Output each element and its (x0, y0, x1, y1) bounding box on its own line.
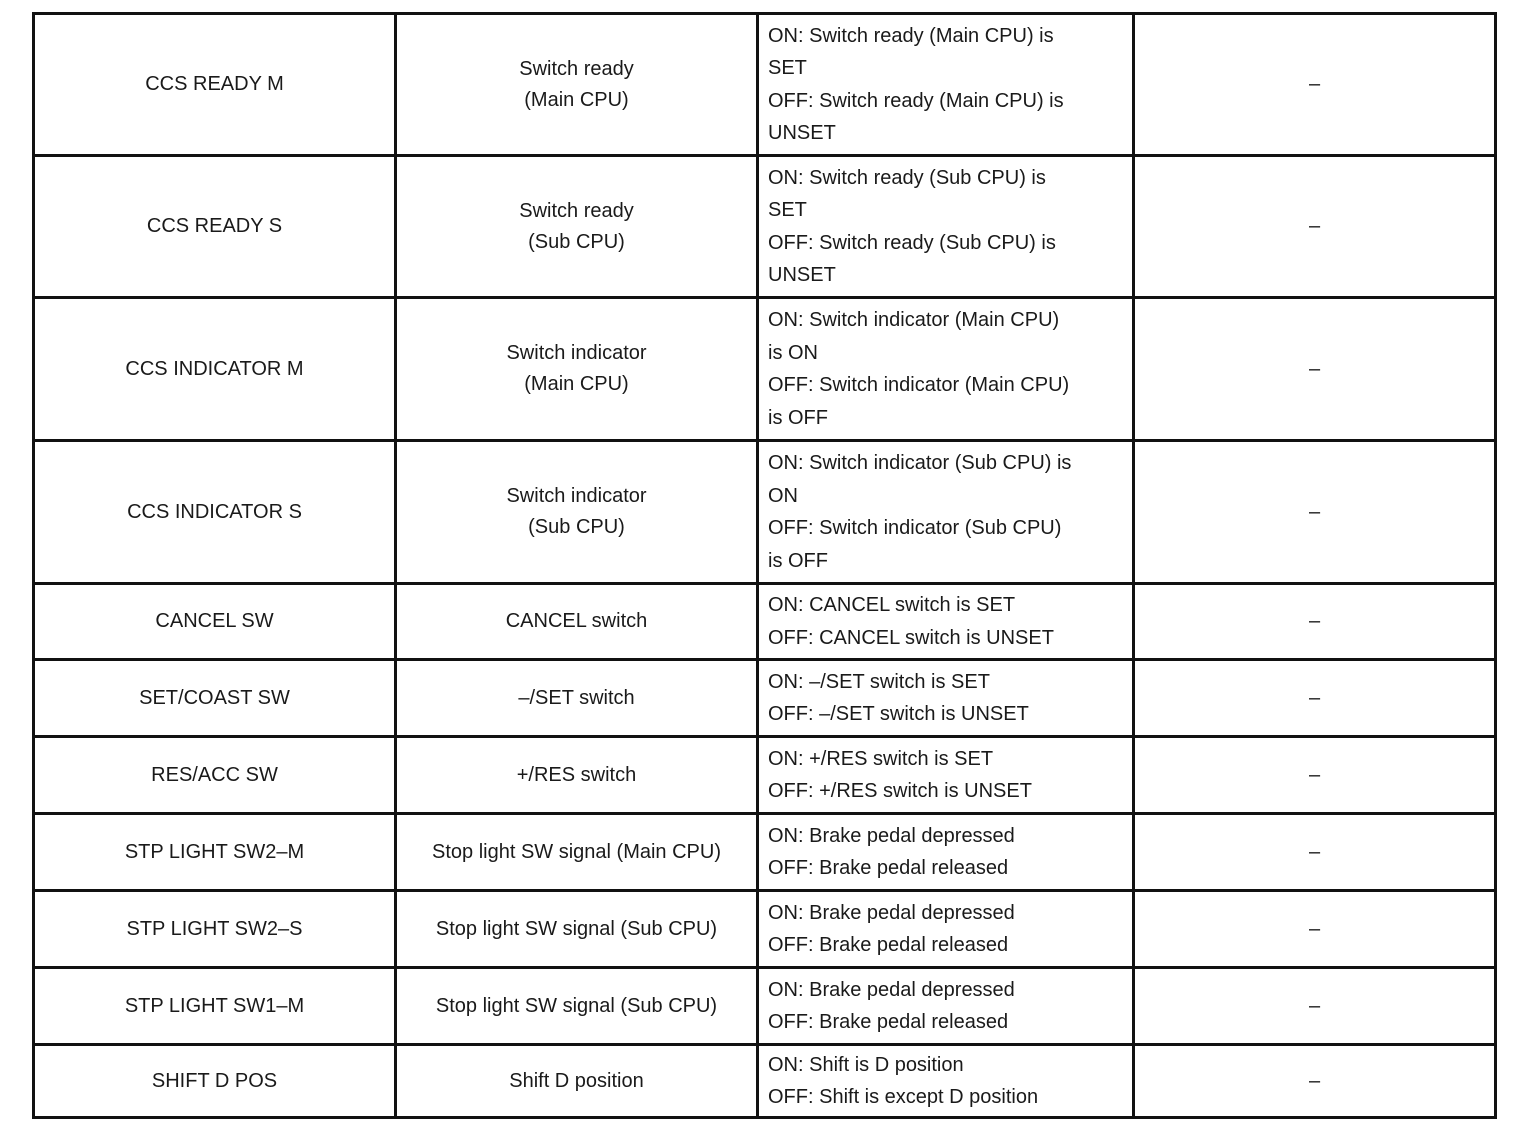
condition-line: is OFF (768, 406, 828, 429)
condition-line: ON: Brake pedal depressed (768, 824, 1015, 847)
description-cell (396, 968, 758, 1045)
description-line: CANCEL switch (505, 610, 648, 632)
condition-cell (758, 737, 1134, 814)
condition-line: ON: Switch indicator (Sub CPU) is (768, 452, 1072, 474)
value-cell: – (1134, 814, 1496, 891)
condition-cell (758, 584, 1134, 660)
condition-line: ON: –/SET switch is SET (768, 670, 990, 693)
description-line: Switch ready (519, 57, 634, 80)
value-cell: – (1134, 968, 1496, 1045)
condition-line: OFF: CANCEL switch is UNSET (768, 626, 1054, 649)
condition-line: ON: +/RES switch is SET (768, 747, 994, 770)
condition-line: is ON (768, 341, 818, 364)
value-cell: – (1134, 584, 1496, 660)
condition-line: OFF: Switch ready (Sub CPU) is (768, 231, 1056, 254)
description-cell (396, 660, 758, 737)
value-cell: – (1134, 298, 1496, 441)
description-cell (396, 737, 758, 814)
value-cell: – (1134, 441, 1496, 584)
condition-cell (758, 156, 1134, 298)
value-cell: – (1134, 14, 1496, 156)
condition-line: OFF: Switch indicator (Sub CPU) (768, 517, 1062, 539)
description-cell (396, 1045, 758, 1118)
condition-cell (758, 814, 1134, 891)
table-row (34, 891, 1496, 968)
condition-line: ON: Switch ready (Main CPU) is (768, 24, 1054, 47)
table-row (34, 441, 1496, 584)
condition-line: ON: CANCEL switch is SET (768, 594, 1016, 616)
condition-line: OFF: Brake pedal released (768, 857, 1009, 879)
condition-line: ON: Switch ready (Sub CPU) is (768, 166, 1046, 189)
table-row (34, 660, 1496, 737)
description-cell (396, 891, 758, 968)
item-name-cell: CCS READY S (34, 156, 396, 298)
description-line: Stop light SW signal (Sub CPU) (435, 917, 718, 940)
condition-line: ON: Brake pedal depressed (768, 901, 1015, 924)
item-name-cell: STP LIGHT SW2–M (34, 814, 396, 891)
description-cell (396, 814, 758, 891)
description-cell (396, 441, 758, 584)
description-line: Switch indicator (506, 342, 647, 364)
item-name-cell: STP LIGHT SW2–S (34, 891, 396, 968)
description-line: –/SET switch (518, 686, 635, 709)
condition-line: UNSET (768, 122, 836, 144)
condition-line: UNSET (768, 264, 836, 286)
condition-cell (758, 14, 1134, 156)
description-line: (Sub CPU) (528, 230, 625, 253)
condition-cell (758, 298, 1134, 441)
table-row (34, 814, 1496, 891)
description-line: Stop light SW signal (Main CPU) (432, 840, 721, 863)
item-name-cell: CCS INDICATOR S (34, 441, 396, 584)
condition-cell (758, 891, 1134, 968)
item-name-cell: RES/ACC SW (34, 737, 396, 814)
table-body (34, 14, 1496, 1118)
description-line: (Sub CPU) (528, 516, 625, 538)
description-line: (Main CPU) (524, 88, 629, 111)
item-name-cell: STP LIGHT SW1–M (34, 968, 396, 1045)
description-cell (396, 584, 758, 660)
condition-cell (758, 441, 1134, 584)
table-row (34, 298, 1496, 441)
condition-line: OFF: Brake pedal released (768, 1011, 1009, 1033)
condition-line: OFF: –/SET switch is UNSET (768, 703, 1029, 725)
value-cell: – (1134, 1045, 1496, 1118)
description-line: Switch ready (519, 199, 634, 222)
condition-line: OFF: Switch indicator (Main CPU) (768, 374, 1070, 396)
condition-line: OFF: Switch ready (Main CPU) is (768, 89, 1064, 112)
description-cell (396, 156, 758, 298)
description-line: Stop light SW signal (Sub CPU) (435, 994, 718, 1017)
table-row (34, 14, 1496, 156)
condition-line: ON: Switch indicator (Main CPU) (768, 309, 1060, 331)
item-name-cell: SET/COAST SW (34, 660, 396, 737)
data-list-table (32, 12, 1497, 1119)
description-cell (396, 14, 758, 156)
description-cell (396, 298, 758, 441)
table-row (34, 156, 1496, 298)
condition-line: ON: Shift is D position (768, 1053, 964, 1076)
item-name-cell: CCS READY M (34, 14, 396, 156)
description-line: (Main CPU) (524, 373, 629, 395)
condition-line: SET (768, 57, 807, 79)
condition-line: ON: Brake pedal depressed (768, 978, 1015, 1001)
value-cell: – (1134, 660, 1496, 737)
condition-line: SET (768, 199, 807, 221)
condition-line: OFF: +/RES switch is UNSET (768, 780, 1032, 802)
condition-line: is OFF (768, 549, 828, 572)
value-cell: – (1134, 891, 1496, 968)
table-row (34, 737, 1496, 814)
condition-cell (758, 660, 1134, 737)
value-cell: – (1134, 156, 1496, 298)
condition-cell (758, 968, 1134, 1045)
condition-line: OFF: Brake pedal released (768, 934, 1009, 956)
table-row (34, 968, 1496, 1045)
item-name-cell: CANCEL SW (34, 584, 396, 660)
table-row (34, 1045, 1496, 1118)
item-name-cell: SHIFT D POS (34, 1045, 396, 1118)
table-row (34, 584, 1496, 660)
condition-line: ON (768, 484, 798, 507)
value-cell: – (1134, 737, 1496, 814)
condition-cell (758, 1045, 1134, 1118)
description-line: Switch indicator (506, 485, 647, 507)
condition-line: OFF: Shift is except D position (768, 1086, 1039, 1108)
item-name-cell: CCS INDICATOR M (34, 298, 396, 441)
description-line: Shift D position (509, 1069, 644, 1092)
description-line: +/RES switch (516, 763, 637, 786)
